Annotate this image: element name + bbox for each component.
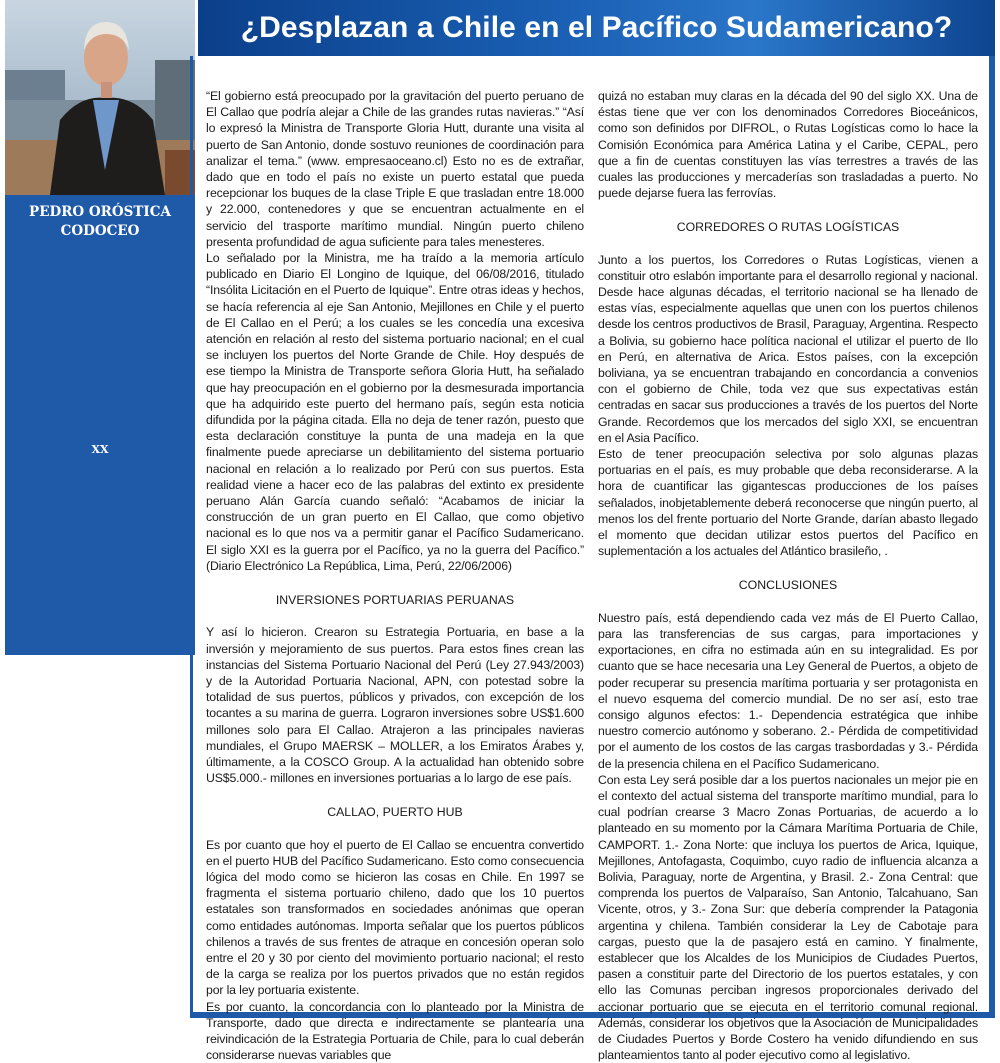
author-name-line2: CODOCEO bbox=[60, 223, 140, 239]
section-heading-corredores: CORREDORES O RUTAS LOGÍSTICAS bbox=[676, 220, 900, 235]
author-sidebar bbox=[5, 195, 195, 655]
page-title: ¿Desplazan a Chile en el Pacífico Sudamericano? bbox=[240, 11, 953, 44]
paragraph: quizá no estaban muy claras en la década del 90 del siglo XX. Una de éstas tiene que ver con los denominados Corredores Bioceánicos, como son definidos por DIFROL, o Rutas Logísticas como lo hace la Comisión Económica para América Latina y el Caribe, CEPAL, pero que a fin de cuentas constituyen las vías terrestres a través de las cuales las producciones y mercaderías son trasladadas a puerto. No puede dejarse fuera las ferrovías. bbox=[598, 89, 978, 201]
paragraph: Esto de tener preocupación selectiva por solo algunas plazas portuarias en el país, es muy probable que deba reconsiderarse. A la hora de cuantificar las gigantescas producciones de los países señalados, inobjetablemente deberá reconocerse que ningún puerto, al menos los del frente portuario del Norte Grande, darían abasto llegado el momento que decidan utilizar estos puertos del Pacífico en suplementación a los actuales del Atlántico brasileño, . bbox=[598, 447, 978, 559]
paragraph: “El gobierno está preocupado por la gravitación del puerto peruano de El Callao que podría alejar a Chile de las grandes rutas navieras.” “Así lo expresó la Ministra de Transporte Gloria Hutt, durante una visita al puerto de San Antonio, donde sostuvo reuniones de coordinación para analizar el tema.” (www. empresaoceano.cl) Esto no es de extrañar, dado que en todo el país no existe un puerto estatal que pueda recepcionar los buques de la clase Triple E que trasladan entre 18.000 y 22.000, contenedores y que se encuentran actualmente en el servicio del trasporte marítimo mundial. Ningún puerto chileno presenta profundidad de agua suficiente para tales menesteres. bbox=[206, 89, 584, 249]
article-column-right bbox=[598, 88, 978, 1063]
author-note: XX bbox=[91, 443, 109, 456]
section-heading-inversiones: INVERSIONES PORTUARIAS PERUANAS bbox=[275, 593, 515, 608]
paragraph: Nuestro país, está dependiendo cada vez más de El Puerto Callao, para las transferencias de sus cargas, para importaciones y exportaciones, en cifra no estimada aún en su integralidad. Es por cuanto que se hace necesaria una Ley General de Puertos, a objeto de poder recuperar su presencia marítima portuaria y ser protagonista en el nuevo esquema del comercio mundial. De no ser así, esto trae consigo algunos efectos: 1.- Dependencia estratégica que inhibe nuestro comercio autónomo y soberano. 2.- Pérdida de competitividad por el aumento de los costos de las cargas trasbordadas y 3.- Pérdida de la presencia chilena en el Pacífico Sudamericano. bbox=[598, 610, 978, 771]
paragraph: Junto a los puertos, los Corredores o Rutas Logísticas, vienen a constituir otro eslabón importante para el desarrollo regional y nacional. Desde hace algunas décadas, el territorio nacional se ha llenado de estas vías, especialmente aquellas que unen con los puertos chilenos desde los centros productivos de Brasil, Paraguay, Argentina. Respecto a Bolivia, su gobierno hace política nacional el utilizar el puerto de Ilo en Perú, en alternativa de Arica. Estos países, con la excepción boliviana, ya se encuentran trabajando en concordancia a convenios con el gobierno de Chile, toda vez que sus expectativas están centradas en sacar sus producciones a través de los puertos del Norte Grande. Recordemos que los mercados del siglo XXI, se encuentran en el Asia Pacífico. bbox=[598, 252, 978, 445]
article-frame-right bbox=[989, 56, 995, 1018]
author-name bbox=[5, 203, 195, 241]
title-banner bbox=[198, 0, 995, 56]
article-column-left bbox=[206, 88, 584, 1063]
section-heading-callao: CALLAO, PUERTO HUB bbox=[327, 805, 463, 820]
paragraph: Es por cuanto, la concordancia con lo planteado por la Ministra de Transporte, dado que directa e indirectamente se plantearía una reivindicación de la Estrategia Portuaria de Chile, para lo cual deberán considerarse nuevas variables que bbox=[206, 999, 584, 1063]
paragraph: Y así lo hicieron. Crearon su Estrategia Portuaria, en base a la inversión y mejoramiento de sus puertos. Para estos fines crean las instancias del Sistema Portuario Nacional del Perú (Ley 27.943/2003) y de la Autoridad Portuaria Nacional, APN, con potestad sobre la totalidad de sus puertos, públicos y privados, con excepción de los tocantes a su marina de guerra. Lograron inversiones sobre US$1.600 millones solo para El Callao. Atrajeron a las principales navieras mundiales, el Grupo MAERSK – MOLLER, a los Emiratos Árabes y, últimamente, a la COSCO Group. A la actualidad han obtenido sobre US$5.000.- millones en inversiones portuarias a lo largo de ese país. bbox=[206, 625, 584, 786]
paragraph: Con esta Ley será posible dar a los puertos nacionales un mejor pie en el contexto del actual sistema del transporte marítimo mundial, para lo cual podrían crearse 3 Macro Zonas Portuarias, de acuerdo a lo planteado en su momento por la Cámara Marítima Portuaria de Chile, CAMPORT. 1.- Zona Norte: que incluya los puertos de Arica, Iquique, Mejillones, Antofagasta, Coquimbo, cuyo radio de influencia alcanza a Bolivia, Paraguay, norte de Argentina, y Brasil. 2.- Zona Central: que comprenda los puertos de Valparaíso, San Antonio, Talcahuano, San Vicente, otros, y 3.- Zona Sur: que debería comprender la Patagonia argentina y chilena. También considerar la Ley de Cabotaje para cargas, puesto que la de pasajero está en camino. Y finalmente, establecer que los Alcaldes de los Municipios de Ciudades Puertos, pasen a constituir parte del Directorio de los puertos estatales, y con ello las Comunas perciban ingresos proporcionales derivado del accionar portuario que se ejecuta en el territorio comunal regional. Además, considerar los objetivos que la Asociación de Municipalidades de Ciudades Puertos y Borde Costero ha venido difundiendo en sus planteamientos tanto al poder ejecutivo como al legislativo. bbox=[598, 772, 978, 1063]
paragraph: Es por cuanto que hoy el puerto de El Callao se encuentra convertido en el puerto HUB del Pacífico Sudamericano. Esto como consecuencia lógica del modo como se hicieron las cosas en Chile. En 1997 se fragmenta el sistema portuario chileno, dado que los 10 puertos estatales son transformados en sociedades anónimas que operan como entidades autónomas. Importa señalar que los puertos públicos chilenos a través de sus frentes de atraque en concesión operan solo entre el 20 y 30 por ciento del movimiento portuario nacional; el resto de la carga se realiza por los puertos privados que no están regidos por la ley portuaria existente. bbox=[206, 837, 584, 998]
section-heading-conclusiones: CONCLUSIONES bbox=[738, 578, 838, 593]
author-name-line1: PEDRO ORÓSTICA bbox=[29, 204, 171, 220]
paragraph: Lo señalado por la Ministra, me ha traído a la memoria artículo publicado en Diario El Longino de Iquique, del 06/08/2016, titulado “Insólita Licitación en el Puerto de Iquique”. Entre otras ideas y hechos, se hacía referencia al eje San Antonio, Mejillones en Chile y el puerto de El Callao en el Perú; a los cuales se les concedía una excesiva atención en relación al resto del sistema portuario nacional; en el cual se incluyen los puertos del Norte Grande de Chile. Hoy después de ese tiempo la Ministra de Transporte señora Gloria Hutt, ha señalado que hay preocupación en el gobierno por la desmesurada importancia que ha adquirido este puerto del hermano país, según esta noticia difundida por la página citada. Ella no deja de tener razón, puesto que esta declaración constituye la punta de una madeja en la que finalmente puede apreciarse un debilitamiento del sistema portuario nacional en relación a lo realizado por Perú con sus puertos. Esta realidad viene a hacer eco de las palabras del extinto ex presidente peruano Alán García cuando señaló: “Acabamos de iniciar la construcción de un gran puerto en El Callao, que como objetivo nacional es lo que nos va a permitir ganar el Pacífico Sudamericano. El siglo XXI es la guerra por el Pacífico, ya no la guerra del Pacífico.” (Diario Electrónico La República, Lima, Perú, 22/06/2006) bbox=[206, 251, 584, 573]
author-photo bbox=[5, 0, 195, 195]
